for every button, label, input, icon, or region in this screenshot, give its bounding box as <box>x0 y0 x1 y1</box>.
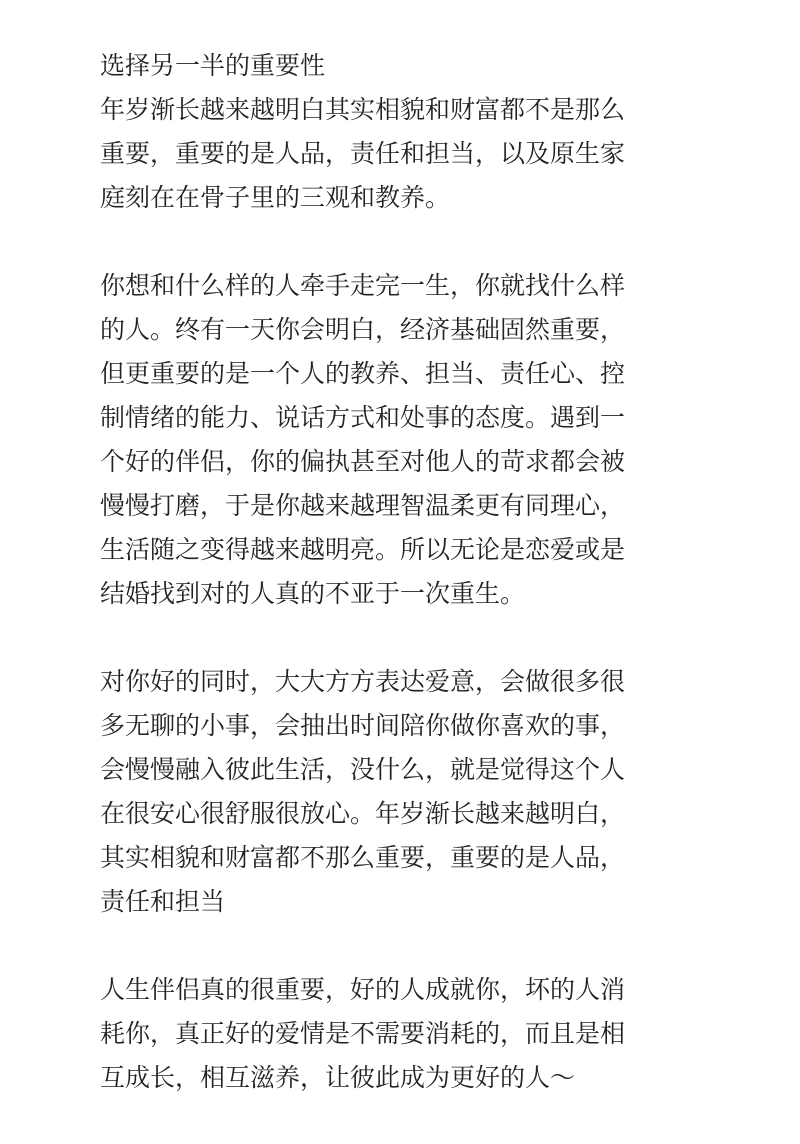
paragraph-2 <box>100 264 760 616</box>
text-line: 年岁渐长越来越明白其实相貌和财富都不是那么 <box>100 95 626 124</box>
text-line: 责任和担当 <box>100 887 226 916</box>
paragraph-3 <box>100 660 760 924</box>
text-line: 结婚找到对的人真的不亚于一次重生。 <box>100 579 526 608</box>
text-line: 其实相貌和财富都不那么重要，重要的是人品， <box>100 843 626 872</box>
paragraph-4 <box>100 968 760 1100</box>
text-line: 在很安心很舒服很放心。年岁渐长越来越明白， <box>100 799 626 828</box>
document-title: 选择另一半的重要性 <box>100 51 326 80</box>
text-line: 多无聊的小事，会抽出时间陪你做你喜欢的事， <box>100 711 626 740</box>
text-line: 庭刻在在骨子里的三观和教养。 <box>100 183 451 212</box>
text-line: 个好的伴侣，你的偏执甚至对他人的苛求都会被 <box>100 447 626 476</box>
text-line: 制情绪的能力、说话方式和处事的态度。遇到一 <box>100 403 626 432</box>
text-line: 对你好的同时，大大方方表达爱意，会做很多很 <box>100 667 626 696</box>
text-line: 会慢慢融入彼此生活，没什么，就是觉得这个人 <box>100 755 626 784</box>
text-line: 的人。终有一天你会明白，经济基础固然重要， <box>100 315 626 344</box>
text-line: 重要，重要的是人品，责任和担当，以及原生家 <box>100 139 626 168</box>
text-line: 慢慢打磨，于是你越来越理智温柔更有同理心， <box>100 491 626 520</box>
text-line: 互成长，相互滋养，让彼此成为更好的人～ <box>100 1063 576 1092</box>
text-line: 但更重要的是一个人的教养、担当、责任心、控 <box>100 359 626 388</box>
document-body <box>100 44 760 1144</box>
text-line: 你想和什么样的人牵手走完一生，你就找什么样 <box>100 271 626 300</box>
paragraph-1 <box>100 44 760 220</box>
text-line: 耗你，真正好的爱情是不需要消耗的，而且是相 <box>100 1019 626 1048</box>
text-line: 人生伴侣真的很重要，好的人成就你，坏的人消 <box>100 975 626 1004</box>
text-line: 生活随之变得越来越明亮。所以无论是恋爱或是 <box>100 535 626 564</box>
